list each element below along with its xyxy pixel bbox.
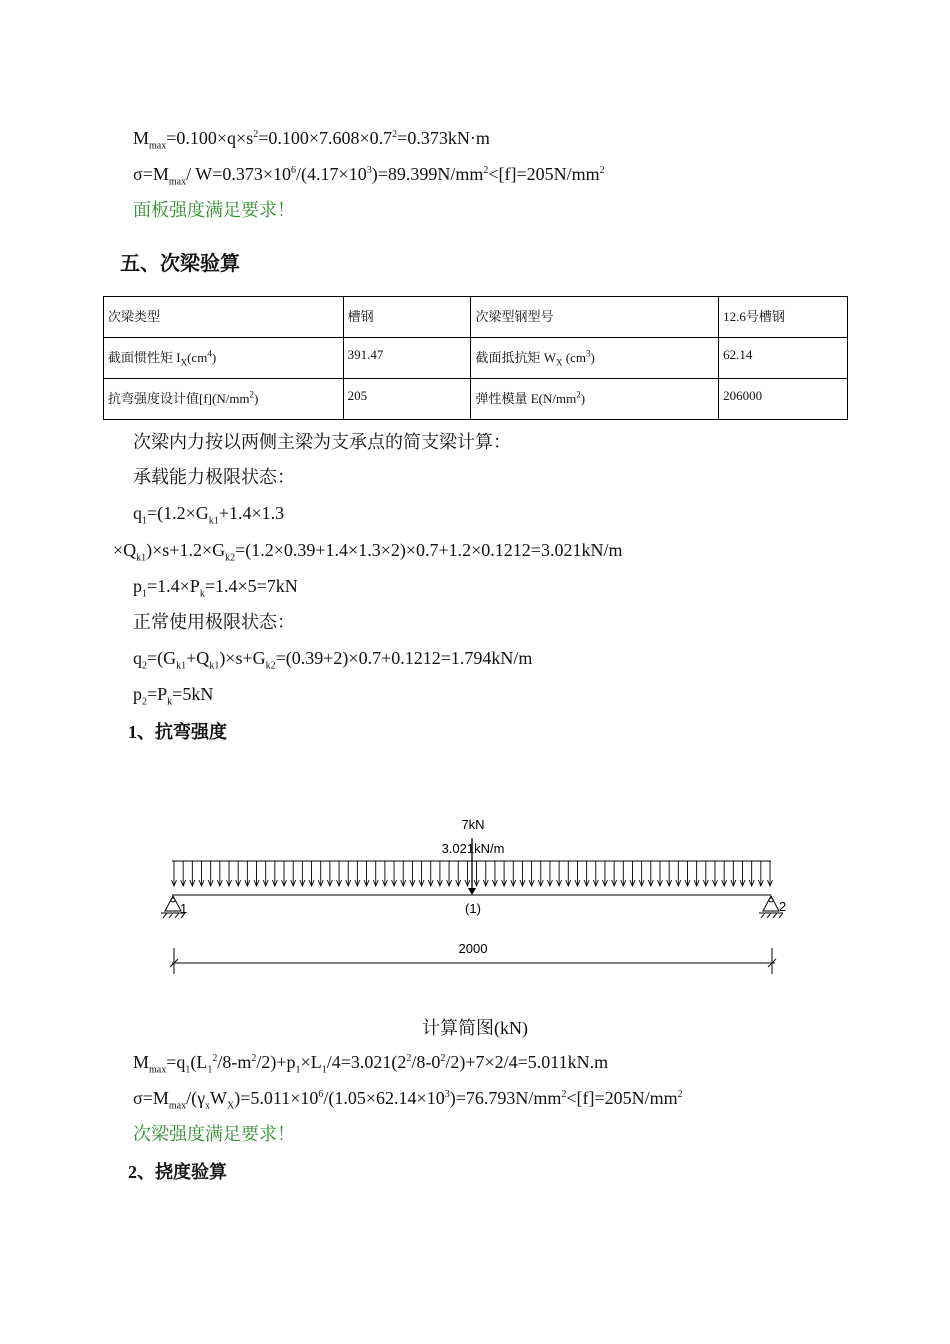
sigma-plate-formula: $\sigma=M_{max}/$ $W=0.373\times 10^6/(4.17\times 10^3)=89.399N/mm^2<[f]=205N/mm^2$	[133, 164, 605, 188]
subsection-1-title: 1、抗弯强度	[128, 722, 227, 742]
table-row	[104, 338, 848, 379]
span-dimension-label: 2000	[458, 941, 488, 956]
table-cell: 次梁型钢型号	[471, 297, 719, 338]
p1-formula: $p_1=1.4\times P_k=1.4\times 5=7kN$	[133, 576, 298, 600]
table-row	[104, 297, 848, 338]
node-1-label: 1	[180, 901, 188, 916]
subsection-2-title: 2、挠度验算	[128, 1162, 227, 1182]
beam-calculation-diagram	[150, 808, 800, 983]
table-cell: 次梁类型	[104, 297, 344, 338]
calc-intro: 次梁内力按以两侧主梁为支承点的简支梁计算：	[133, 432, 511, 452]
p2-formula: $p_2=P_k=5kN$	[133, 684, 214, 708]
table-cell: 抗弯强度设计值$[f](N/mm^2)$	[104, 379, 344, 420]
plate-strength-ok: 面板强度满足要求！	[133, 200, 295, 220]
table-cell: 62.14	[719, 338, 848, 379]
sls-label: 正常使用极限状态：	[133, 612, 295, 632]
member-label: (1)	[465, 901, 481, 916]
table-cell: 截面惯性矩 $I_X(cm^4)$	[104, 338, 344, 379]
point-load-label: 7kN	[461, 817, 485, 832]
q2-formula: $q_2=(G_{k1}+Q_{k1})\times s+G_{k2}=(0.39+2)\times 0.7+0.1212=1.794kN/m$	[133, 648, 533, 672]
mmax-plate-formula: $M_{max}=0.100\times q\times s^2=0.100\times 7.608\times 0.7^2=0.373kN\cdot m$	[133, 128, 490, 152]
table-cell: 截面抵抗矩 $W_X$ $(cm^3)$	[471, 338, 719, 379]
point-load-arrowhead	[468, 888, 476, 895]
section-5-title: 五、次梁验算	[120, 253, 240, 275]
mmax-beam-formula: $M_{max}=q_1(L_1^2/8-m^2/2)+p_1\times L_1/4=3.021(2^2/8-0^2/2)+7\times 2/4=5.011kN.m$	[133, 1052, 609, 1076]
beam-strength-ok: 次梁强度满足要求！	[133, 1124, 295, 1144]
table-row	[104, 379, 848, 420]
sigma-beam-formula: $\sigma=M_{max}/(\gamma_xW_X)=5.011\times 10^6/(1.05\times 62.14\times 10^3)=76.793N/mm^2<[f]=205N/mm^2$	[133, 1088, 683, 1112]
diagram-caption: 计算简图(kN)	[422, 1018, 528, 1038]
table-cell: 205	[343, 379, 471, 420]
table-cell: 391.47	[343, 338, 471, 379]
table-cell: 206000	[719, 379, 848, 420]
table-cell: 槽钢	[343, 297, 471, 338]
secondary-beam-params-table	[103, 296, 848, 420]
table-cell: 弹性模量 $E(N/mm^2)$	[471, 379, 719, 420]
node-2-label: 2	[779, 899, 787, 914]
uls-label: 承载能力极限状态：	[133, 467, 295, 487]
table-cell: 12.6号槽钢	[719, 297, 848, 338]
q1-formula-line2: $\times Q_{k1})\times s+1.2\times G_{k2}=(1.2\times 0.39+1.4\times 1.3\times 2)\times 0.7+1.2\times 0.1212=3.021kN/m$	[113, 540, 623, 564]
q1-formula-line1: $q_1=(1.2\times G_{k1}+1.4\times 1.3$	[133, 503, 285, 527]
distributed-load-label: 3.021kN/m	[441, 841, 505, 856]
